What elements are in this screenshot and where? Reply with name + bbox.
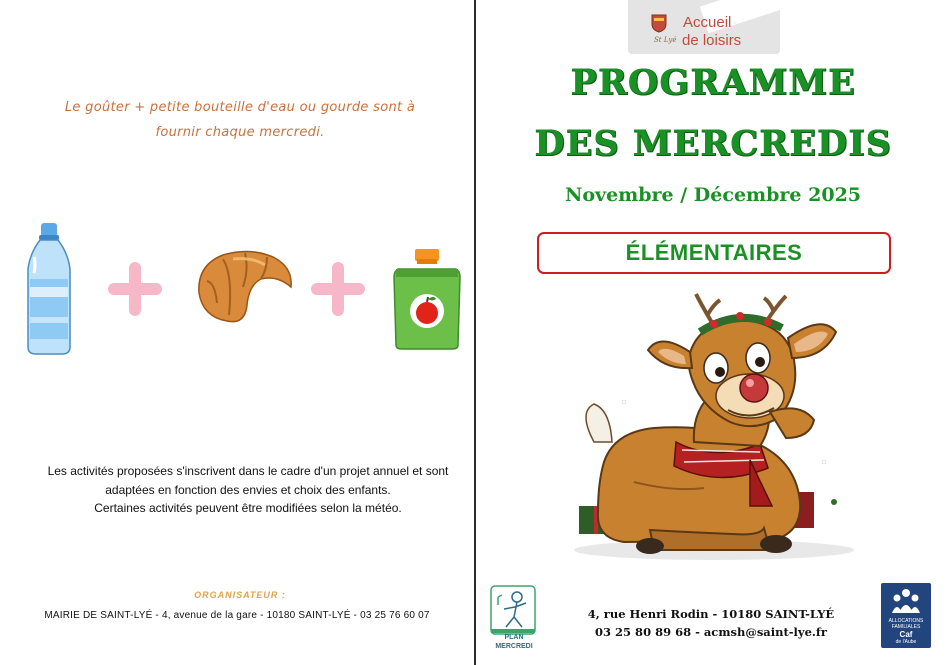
- reindeer-illustration: [564, 292, 866, 562]
- plan-label2: MERCREDI: [495, 643, 533, 650]
- plus-icon: [311, 262, 365, 316]
- level-box: ÉLÉMENTAIRES: [537, 232, 891, 274]
- snack-note-line2: fournir chaque mercredi.: [155, 125, 325, 140]
- right-page: [476, 0, 950, 665]
- address-line2: 03 25 80 89 68 - acmsh@saint-lye.fr: [595, 625, 827, 639]
- contact-address: [546, 605, 876, 641]
- snack-note: [30, 95, 450, 145]
- logo-line1: Accueil: [683, 14, 732, 31]
- left-page: [0, 0, 474, 665]
- activities-text: [20, 462, 474, 518]
- caf-text: [883, 618, 929, 645]
- title-line1: PROGRAMME: [570, 62, 856, 103]
- activities-line2: adaptées en fonction des envies et choix des enfants.: [105, 482, 391, 497]
- caf-line2: FAMILIALES: [891, 624, 921, 630]
- fruit-pouch-icon: [390, 247, 464, 351]
- plus-icon: [108, 262, 162, 316]
- period: Novembre / Décembre 2025: [564, 184, 862, 206]
- snack-note-line1: Le goûter + petite bouteille d'eau ou gourde sont à: [64, 100, 416, 115]
- logo-commune: St Lyé: [654, 36, 677, 44]
- activities-line1: Les activités proposées s'inscrivent dans le cadre d'un projet annuel et sont: [47, 464, 449, 478]
- title-line2: DES MERCREDIS: [534, 123, 892, 164]
- croissant-icon: [193, 245, 297, 327]
- organizer-address: MAIRIE DE SAINT-LYÉ - 4, avenue de la gare - 10180 SAINT-LYÉ - 03 25 76 60 07: [44, 610, 430, 621]
- snack-illustrations: [0, 215, 474, 365]
- logo-line2: de loisirs: [682, 32, 742, 49]
- caf-line4: de l'Aube: [895, 639, 917, 645]
- caf-line1: ALLOCATIONS: [888, 618, 924, 624]
- accueil-loisirs-logo: [628, 0, 780, 54]
- plan-label1: PLAN: [504, 634, 524, 641]
- plan-mercredi-logo: [490, 585, 536, 651]
- water-bottle-icon: [20, 221, 78, 357]
- caf-line3: Caf: [899, 630, 913, 639]
- organizer-label: ORGANISATEUR :: [194, 590, 286, 600]
- crest-icon: [651, 14, 667, 33]
- activities-line3: Certaines activités peuvent être modifiées selon la météo.: [94, 501, 402, 515]
- caf-logo: [881, 583, 931, 648]
- address-line1: 4, rue Henri Rodin - 10180 SAINT-LYÉ: [587, 607, 835, 621]
- family-icon: [891, 587, 921, 615]
